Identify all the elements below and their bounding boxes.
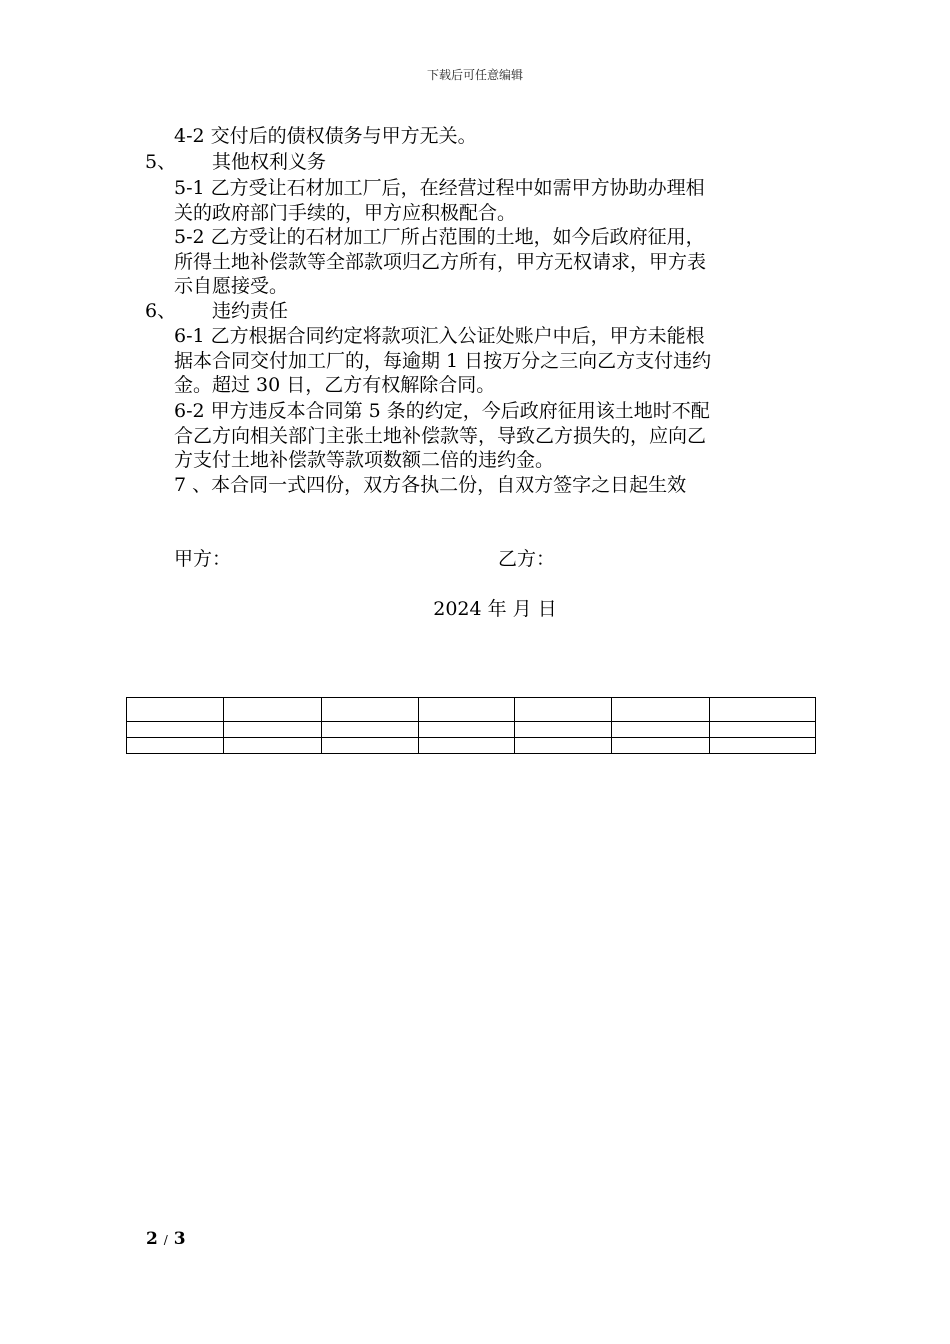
- table-cell: [321, 738, 418, 754]
- table-cell: [127, 722, 224, 738]
- table-row: [127, 698, 816, 722]
- clause-6-1-line-2: 据本合同交付加工厂的，每逾期 1 日按万分之三向乙方支付违约: [174, 350, 712, 372]
- table-cell: [321, 722, 418, 738]
- clause-6-1-line-1: 6-1 乙方根据合同约定将款项汇入公证处账户中后，甲方未能根: [174, 325, 705, 347]
- clause-7: 7 、本合同一式四份，双方各执二份，自双方签字之日起生效: [174, 474, 687, 496]
- page-header: 下载后可任意编辑: [426, 68, 523, 82]
- table-cell: [418, 698, 515, 722]
- table-cell: [418, 738, 515, 754]
- table-cell: [710, 722, 816, 738]
- table-cell: [612, 722, 710, 738]
- signing-date: 2024 年 月 日: [433, 598, 557, 620]
- table-cell: [321, 698, 418, 722]
- table-cell: [612, 698, 710, 722]
- section-5-title: 其他权利义务: [212, 151, 327, 173]
- clause-6-2-line-2: 合乙方向相关部门主张土地补偿款等，导致乙方损失的，应向乙: [174, 425, 707, 447]
- page-separator: /: [163, 1233, 168, 1247]
- table-cell: [515, 738, 612, 754]
- clause-5-2-line-2: 所得土地补偿款等全部款项归乙方所有，甲方无权请求，甲方表: [174, 251, 707, 273]
- section-6-number: 6、: [145, 300, 177, 322]
- party-b-label: 乙方：: [498, 548, 556, 570]
- clause-5-1-line-2: 关的政府部门手续的，甲方应积极配合。: [174, 202, 517, 224]
- table-cell: [127, 698, 224, 722]
- section-6-title: 违约责任: [212, 300, 289, 322]
- clause-5-2-line-1: 5-2 乙方受让的石材加工厂所占范围的土地，如今后政府征用，: [174, 226, 705, 248]
- clause-5-2-line-3: 示自愿接受。: [174, 275, 289, 297]
- clause-6-2-line-3: 方支付土地补偿款等款项数额二倍的违约金。: [174, 449, 555, 471]
- current-page: 2: [146, 1229, 158, 1249]
- party-a-label: 甲方：: [174, 548, 232, 570]
- section-5-number: 5、: [145, 151, 177, 173]
- clause-4-2: 4-2 交付后的债权债务与甲方无关。: [174, 125, 477, 147]
- table-cell: [223, 738, 321, 754]
- table-cell: [515, 722, 612, 738]
- table-cell: [127, 738, 224, 754]
- table-cell: [710, 698, 816, 722]
- table-cell: [223, 722, 321, 738]
- empty-table: [126, 697, 816, 754]
- table-row: [127, 722, 816, 738]
- table-cell: [612, 738, 710, 754]
- table-cell: [515, 698, 612, 722]
- table-cell: [418, 722, 515, 738]
- clause-6-1-line-3: 金。超过 30 日，乙方有权解除合同。: [174, 374, 496, 396]
- table-cell: [223, 698, 321, 722]
- total-pages: 3: [173, 1229, 186, 1249]
- page-number: [146, 1229, 186, 1249]
- clause-6-2-line-1: 6-2 甲方违反本合同第 5 条的约定，今后政府征用该土地时不配: [174, 400, 710, 422]
- table-row: [127, 738, 816, 754]
- clause-5-1-line-1: 5-1 乙方受让石材加工厂后，在经营过程中如需甲方协助办理相: [174, 177, 705, 199]
- table-cell: [710, 738, 816, 754]
